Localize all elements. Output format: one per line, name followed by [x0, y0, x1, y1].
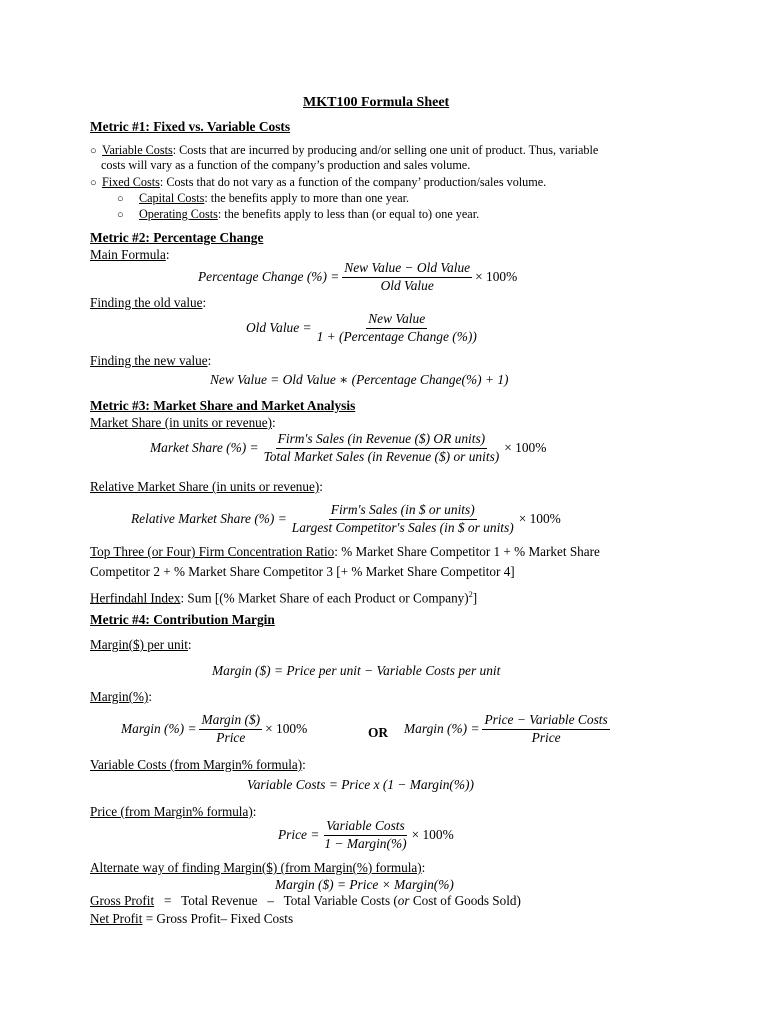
formula-rhs: × 100% — [504, 440, 547, 456]
numerator: Firm′s Sales (in Revenue ($) OR units) — [276, 432, 487, 449]
gross-profit-line: Gross Profit = Total Revenue – Total Variable Costs (or Cost of Goods Sold) — [90, 893, 521, 908]
old-value-label: Finding the old value: — [90, 295, 207, 310]
formula-rhs: × 100% — [475, 269, 518, 285]
capital-costs-item — [117, 191, 409, 206]
concentration-ratio-line1: Top Three (or Four) Firm Concentration Ratio: % Market Share Competitor 1 + % Market Share — [90, 544, 600, 559]
numerator: Price − Variable Costs — [482, 713, 609, 730]
variable-costs-definition-line2: costs will vary as a function of the company’s production and sales volume. — [101, 158, 471, 172]
new-value-formula: New Value = Old Value ∗ (Percentage Change(%) + 1) — [210, 372, 509, 387]
denominator: 1 + (Percentage Change (%)) — [316, 328, 477, 344]
concentration-ratio-line2: Competitor 2 + % Market Share Competitor 3 [+ % Market Share Competitor 4] — [90, 564, 515, 579]
fraction — [290, 503, 516, 535]
variable-costs-formula-label: Variable Costs (from Margin% formula): — [90, 757, 306, 772]
fixed-costs-definition: : Costs that do not vary as a function of the company’ production/sales volume. — [159, 175, 547, 189]
herfindahl-index: Herfindahl Index: Sum [(% Market Share of each Product or Company)$^2$] — [90, 590, 478, 606]
margin-percent-formula-2 — [404, 713, 613, 745]
formula-lhs: Percentage Change (%) = — [198, 269, 340, 285]
net-profit-line: Net Profit = Gross Profit– Fixed Costs — [90, 911, 294, 926]
alternate-margin-formula: Margin ($) = Price × Margin(%) — [275, 877, 454, 892]
bullet-icon: ○ — [90, 145, 97, 157]
price-formula — [278, 819, 454, 851]
denominator: Price — [531, 729, 561, 745]
main-formula-label: Main Formula: — [90, 247, 170, 262]
numerator: New Value − Old Value — [342, 261, 472, 278]
concentration-ratio-term: Top Three (or Four) Firm Concentration Ratio — [90, 544, 335, 559]
metric-3-heading: Metric #3: Market Share and Market Analysis — [90, 398, 356, 413]
market-share-formula — [150, 432, 546, 464]
fraction — [199, 713, 262, 745]
metric-4-heading: Metric #4: Contribution Margin — [90, 612, 275, 627]
numerator: Firm′s Sales (in $ or units) — [329, 503, 477, 520]
numerator: Variable Costs — [324, 819, 407, 836]
variable-costs-term: Variable Costs — [102, 143, 173, 157]
new-value-label: Finding the new value: — [90, 353, 212, 368]
margin-per-unit-formula: Margin ($) = Price per unit − Variable Costs per unit — [212, 663, 501, 678]
variable-costs-formula: Variable Costs = Price x (1 − Margin(%)) — [247, 777, 474, 792]
or-label: OR — [368, 725, 389, 740]
bullet-icon: ○ — [117, 209, 124, 221]
numerator: New Value — [366, 312, 427, 329]
formula-rhs: × 100% — [265, 721, 308, 737]
alternate-margin-label: Alternate way of finding Margin($) (from Margin(%) formula): — [90, 860, 426, 875]
formula-lhs: Relative Market Share (%) = — [131, 511, 287, 527]
bullet-icon: ○ — [90, 177, 97, 189]
formula-lhs: Margin (%) = — [404, 721, 480, 737]
formula-rhs: × 100% — [411, 827, 454, 843]
variable-costs-definition-line1: : Costs that are incurred by producing and/or selling one unit of product. Thus, variable — [172, 143, 599, 157]
formula-lhs: Margin (%) = — [121, 721, 197, 737]
denominator: Price — [216, 729, 246, 745]
margin-percent-formula-1 — [121, 713, 307, 745]
denominator: Largest Competitor′s Sales (in $ or units) — [291, 519, 514, 535]
metric-1-heading: Metric #1: Fixed vs. Variable Costs — [90, 119, 291, 134]
fraction — [262, 432, 502, 464]
formula-lhs: Market Share (%) = — [150, 440, 259, 456]
margin-percent-label: Margin(%): — [90, 689, 153, 704]
relative-market-share-formula — [131, 503, 561, 535]
net-profit-term: Net Profit — [90, 911, 143, 926]
capital-costs-term: Capital Costs — [139, 191, 205, 205]
formula-rhs: × 100% — [518, 511, 561, 527]
capital-costs-definition: : the benefits apply to more than one year. — [204, 191, 410, 205]
bullet-icon: ○ — [117, 193, 124, 205]
operating-costs-definition: : the benefits apply to less than (or equal to) one year. — [217, 207, 480, 221]
operating-costs-term: Operating Costs — [139, 207, 218, 221]
fixed-costs-term: Fixed Costs — [102, 175, 160, 189]
fraction — [482, 713, 609, 745]
relative-market-share-label: Relative Market Share (in units or revenue): — [90, 479, 323, 494]
formula-lhs: Price = — [278, 827, 320, 843]
page-title: MKT100 Formula Sheet — [303, 95, 450, 110]
percentage-change-formula — [198, 261, 517, 293]
fraction — [342, 261, 472, 293]
metric-2-heading: Metric #2: Percentage Change — [90, 230, 264, 245]
price-formula-label: Price (from Margin% formula): — [90, 804, 257, 819]
gross-profit-term: Gross Profit — [90, 893, 155, 908]
denominator: Total Market Sales (in Revenue ($) or units) — [263, 448, 500, 464]
herfindahl-term: Herfindahl Index — [90, 590, 181, 606]
denominator: 1 − Margin(%) — [324, 835, 407, 851]
fraction — [322, 819, 408, 851]
numerator: Margin ($) — [199, 713, 262, 730]
fraction — [315, 312, 479, 344]
fixed-costs-item — [90, 175, 546, 190]
margin-per-unit-label: Margin($) per unit: — [90, 637, 192, 652]
market-share-label: Market Share (in units or revenue): — [90, 415, 276, 430]
variable-costs-item — [90, 143, 598, 158]
formula-lhs: Old Value = — [246, 320, 312, 336]
operating-costs-item — [117, 207, 479, 222]
denominator: Old Value — [380, 277, 434, 293]
old-value-formula — [246, 312, 482, 344]
